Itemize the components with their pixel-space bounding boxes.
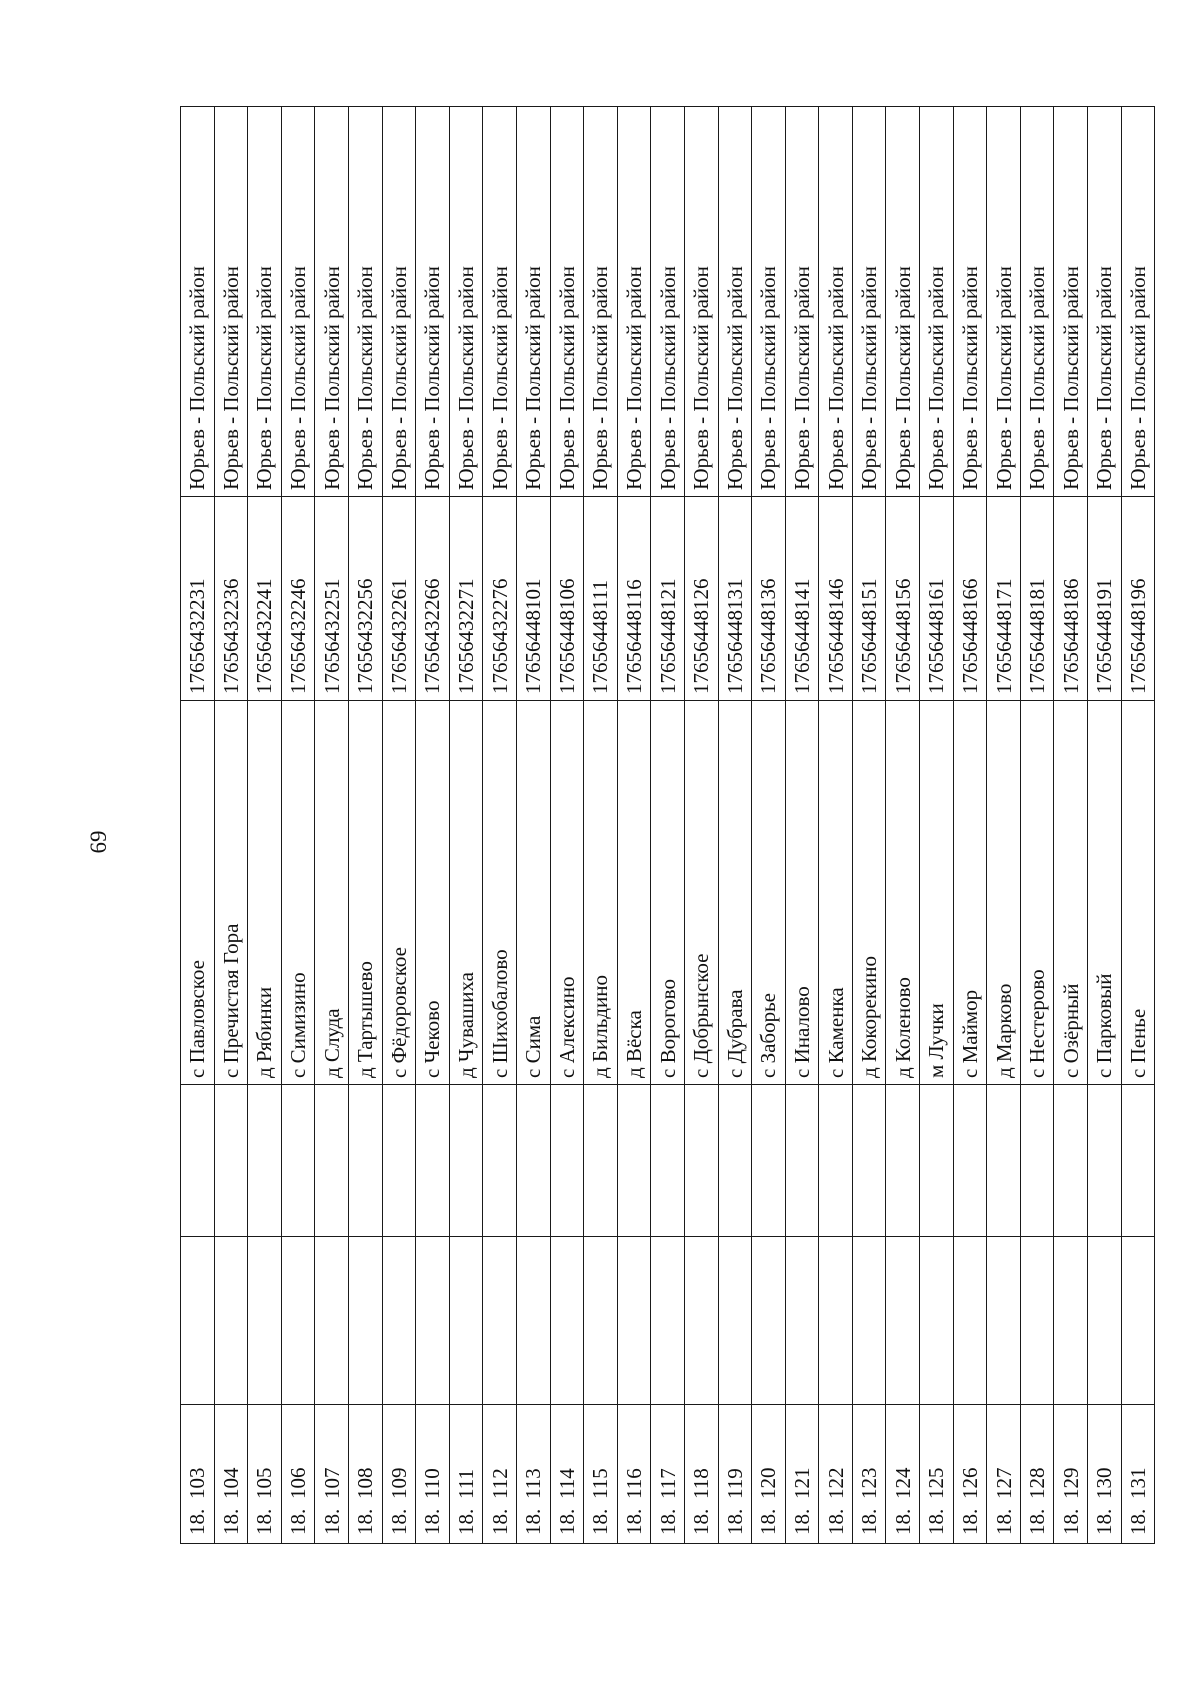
oktmo-code-cell: 17656448196 [1121, 497, 1155, 701]
row-number-cell [248, 1405, 282, 1544]
row-index-number: 109 [386, 1467, 411, 1499]
oktmo-code-cell: 17656448186 [1054, 497, 1088, 701]
row-group-number: 18. [1092, 1508, 1117, 1535]
settlement-name-cell: д Вёска [617, 701, 651, 1085]
oktmo-code-cell: 17656448106 [550, 497, 584, 701]
oktmo-code-cell: 17656448181 [1020, 497, 1054, 701]
row-index-number: 117 [655, 1468, 680, 1499]
settlement-name-cell: д Тартышево [348, 701, 382, 1085]
table-row [684, 107, 718, 1544]
row-group-number: 18. [1125, 1508, 1150, 1535]
district-cell: Юрьев - Польский район [785, 107, 819, 497]
row-group-number: 18. [823, 1508, 848, 1535]
settlement-name-cell: с Дубрава [718, 701, 752, 1085]
row-number-cell [617, 1405, 651, 1544]
empty-cell [1054, 1237, 1088, 1405]
district-cell: Юрьев - Польский район [684, 107, 718, 497]
oktmo-code-cell: 17656432236 [214, 497, 248, 701]
table-row [752, 107, 786, 1544]
row-index-number: 119 [722, 1468, 747, 1499]
row-index-number: 111 [454, 1469, 479, 1499]
table-row [248, 107, 282, 1544]
empty-cell [651, 1085, 685, 1237]
empty-cell [416, 1237, 450, 1405]
settlement-name-cell: с Озёрный [1054, 701, 1088, 1085]
oktmo-code-cell: 17656448191 [1088, 497, 1122, 701]
table-row [617, 107, 651, 1544]
empty-cell [181, 1237, 215, 1405]
district-cell: Юрьев - Польский район [819, 107, 853, 497]
table-row [416, 107, 450, 1544]
row-number-cell [584, 1405, 618, 1544]
row-index-number: 112 [487, 1468, 512, 1499]
oktmo-code-cell: 17656432271 [449, 497, 483, 701]
district-cell: Юрьев - Польский район [315, 107, 349, 497]
table-row [819, 107, 853, 1544]
table-row [953, 107, 987, 1544]
row-group-number: 18. [890, 1508, 915, 1535]
empty-cell [315, 1237, 349, 1405]
row-group-number: 18. [1058, 1508, 1083, 1535]
row-number-cell [886, 1405, 920, 1544]
row-number-cell [920, 1405, 954, 1544]
table-row [1121, 107, 1155, 1544]
settlements-table [180, 106, 1155, 1544]
table-row [1054, 107, 1088, 1544]
settlement-name-cell: с Иналово [785, 701, 819, 1085]
row-group-number: 18. [924, 1508, 949, 1535]
district-cell: Юрьев - Польский район [181, 107, 215, 497]
empty-cell [348, 1237, 382, 1405]
settlement-name-cell: д Марково [987, 701, 1021, 1085]
row-group-number: 18. [353, 1508, 378, 1535]
oktmo-code-cell: 17656448171 [987, 497, 1021, 701]
empty-cell [987, 1237, 1021, 1405]
district-cell: Юрьев - Польский район [651, 107, 685, 497]
oktmo-code-cell: 17656432241 [248, 497, 282, 701]
empty-cell [718, 1085, 752, 1237]
empty-cell [584, 1237, 618, 1405]
row-number-cell [281, 1405, 315, 1544]
table-row [852, 107, 886, 1544]
table-row [1020, 107, 1054, 1544]
row-group-number: 18. [185, 1508, 210, 1535]
empty-cell [382, 1085, 416, 1237]
settlement-name-cell: с Павловское [181, 701, 215, 1085]
oktmo-code-cell: 17656432231 [181, 497, 215, 701]
row-index-number: 116 [622, 1468, 647, 1499]
settlement-name-cell: с Заборье [752, 701, 786, 1085]
row-index-number: 124 [890, 1467, 915, 1499]
row-group-number: 18. [756, 1508, 781, 1535]
table-body [181, 107, 1155, 1544]
row-group-number: 18. [252, 1508, 277, 1535]
row-number-cell [516, 1405, 550, 1544]
empty-cell [214, 1085, 248, 1237]
row-index-number: 122 [823, 1467, 848, 1499]
empty-cell [449, 1085, 483, 1237]
row-number-cell [416, 1405, 450, 1544]
table-row [214, 107, 248, 1544]
row-number-cell [752, 1405, 786, 1544]
settlement-name-cell: д Чувашиха [449, 701, 483, 1085]
row-index-number: 118 [689, 1468, 714, 1499]
row-number-cell [785, 1405, 819, 1544]
row-group-number: 18. [1025, 1508, 1050, 1535]
row-group-number: 18. [554, 1508, 579, 1535]
row-index-number: 123 [857, 1467, 882, 1499]
row-number-cell [348, 1405, 382, 1544]
district-cell: Юрьев - Польский район [382, 107, 416, 497]
row-index-number: 126 [957, 1467, 982, 1499]
settlement-name-cell: с Пречистая Гора [214, 701, 248, 1085]
row-group-number: 18. [454, 1508, 479, 1535]
settlement-name-cell: м Лучки [920, 701, 954, 1085]
settlement-name-cell: с Пенье [1121, 701, 1155, 1085]
district-cell: Юрьев - Польский район [1088, 107, 1122, 497]
empty-cell [1121, 1237, 1155, 1405]
oktmo-code-cell: 17656448101 [516, 497, 550, 701]
table-row [181, 107, 215, 1544]
district-cell: Юрьев - Польский район [416, 107, 450, 497]
table-row [516, 107, 550, 1544]
empty-cell [1088, 1085, 1122, 1237]
settlement-name-cell: с Шихобалово [483, 701, 517, 1085]
empty-cell [382, 1237, 416, 1405]
row-number-cell [449, 1405, 483, 1544]
empty-cell [248, 1085, 282, 1237]
empty-cell [248, 1237, 282, 1405]
district-cell: Юрьев - Польский район [449, 107, 483, 497]
row-group-number: 18. [487, 1508, 512, 1535]
row-index-number: 121 [789, 1467, 814, 1499]
settlement-name-cell: с Каменка [819, 701, 853, 1085]
row-group-number: 18. [386, 1508, 411, 1535]
oktmo-code-cell: 17656448136 [752, 497, 786, 701]
settlement-name-cell: с Нестерово [1020, 701, 1054, 1085]
district-cell: Юрьев - Польский район [718, 107, 752, 497]
table-row [886, 107, 920, 1544]
table-row [584, 107, 618, 1544]
settlement-name-cell: с Чеково [416, 701, 450, 1085]
row-index-number: 108 [353, 1467, 378, 1499]
table-row [449, 107, 483, 1544]
empty-cell [281, 1237, 315, 1405]
oktmo-code-cell: 17656432266 [416, 497, 450, 701]
row-index-number: 114 [554, 1468, 579, 1499]
oktmo-code-cell: 17656432256 [348, 497, 382, 701]
row-number-cell [1054, 1405, 1088, 1544]
empty-cell [315, 1085, 349, 1237]
oktmo-code-cell: 17656448121 [651, 497, 685, 701]
row-index-number: 127 [991, 1467, 1016, 1499]
district-cell: Юрьев - Польский район [214, 107, 248, 497]
district-cell: Юрьев - Польский район [617, 107, 651, 497]
row-index-number: 105 [252, 1467, 277, 1499]
row-number-cell [718, 1405, 752, 1544]
oktmo-code-cell: 17656448161 [920, 497, 954, 701]
empty-cell [953, 1085, 987, 1237]
empty-cell [416, 1085, 450, 1237]
oktmo-code-cell: 17656448156 [886, 497, 920, 701]
table-row [315, 107, 349, 1544]
oktmo-code-cell: 17656448141 [785, 497, 819, 701]
empty-cell [348, 1085, 382, 1237]
row-number-cell [987, 1405, 1021, 1544]
settlement-name-cell: с Фёдоровское [382, 701, 416, 1085]
row-number-cell [819, 1405, 853, 1544]
empty-cell [920, 1085, 954, 1237]
row-group-number: 18. [957, 1508, 982, 1535]
empty-cell [953, 1237, 987, 1405]
settlement-name-cell: с Маймор [953, 701, 987, 1085]
row-index-number: 120 [756, 1467, 781, 1499]
empty-cell [920, 1237, 954, 1405]
district-cell: Юрьев - Польский район [483, 107, 517, 497]
oktmo-code-cell: 17656448151 [852, 497, 886, 701]
row-index-number: 129 [1058, 1467, 1083, 1499]
empty-cell [651, 1237, 685, 1405]
settlement-name-cell: д Коленово [886, 701, 920, 1085]
table-row [1088, 107, 1122, 1544]
row-group-number: 18. [218, 1508, 243, 1535]
oktmo-code-cell: 17656432251 [315, 497, 349, 701]
empty-cell [516, 1237, 550, 1405]
district-cell: Юрьев - Польский район [920, 107, 954, 497]
row-number-cell [1121, 1405, 1155, 1544]
empty-cell [483, 1085, 517, 1237]
empty-cell [886, 1085, 920, 1237]
settlement-name-cell: с Сима [516, 701, 550, 1085]
empty-cell [785, 1237, 819, 1405]
row-group-number: 18. [655, 1508, 680, 1535]
empty-cell [684, 1237, 718, 1405]
row-number-cell [953, 1405, 987, 1544]
district-cell: Юрьев - Польский район [987, 107, 1021, 497]
row-group-number: 18. [286, 1508, 311, 1535]
district-cell: Юрьев - Польский район [1121, 107, 1155, 497]
settlement-name-cell: с Симизино [281, 701, 315, 1085]
district-cell: Юрьев - Польский район [516, 107, 550, 497]
table-row [718, 107, 752, 1544]
table-row [785, 107, 819, 1544]
row-group-number: 18. [420, 1508, 445, 1535]
district-cell: Юрьев - Польский район [281, 107, 315, 497]
empty-cell [1121, 1085, 1155, 1237]
row-group-number: 18. [991, 1508, 1016, 1535]
district-cell: Юрьев - Польский район [1054, 107, 1088, 497]
district-cell: Юрьев - Польский район [1020, 107, 1054, 497]
table-row [550, 107, 584, 1544]
empty-cell [852, 1085, 886, 1237]
row-index-number: 130 [1092, 1467, 1117, 1499]
row-number-cell [315, 1405, 349, 1544]
row-index-number: 115 [588, 1468, 613, 1499]
row-group-number: 18. [319, 1508, 344, 1535]
table-row [281, 107, 315, 1544]
empty-cell [1054, 1085, 1088, 1237]
empty-cell [617, 1237, 651, 1405]
row-number-cell [852, 1405, 886, 1544]
row-number-cell [1088, 1405, 1122, 1544]
oktmo-code-cell: 17656448116 [617, 497, 651, 701]
oktmo-code-cell: 17656432246 [281, 497, 315, 701]
district-cell: Юрьев - Польский район [953, 107, 987, 497]
row-group-number: 18. [857, 1508, 882, 1535]
district-cell: Юрьев - Польский район [852, 107, 886, 497]
empty-cell [516, 1085, 550, 1237]
settlement-name-cell: д Слуда [315, 701, 349, 1085]
oktmo-code-cell: 17656448111 [584, 497, 618, 701]
empty-cell [886, 1237, 920, 1405]
empty-cell [752, 1085, 786, 1237]
empty-cell [684, 1085, 718, 1237]
empty-cell [584, 1085, 618, 1237]
table-row [382, 107, 416, 1544]
settlements-table-wrapper [180, 107, 1150, 1544]
empty-cell [987, 1085, 1021, 1237]
empty-cell [550, 1085, 584, 1237]
row-number-cell [181, 1405, 215, 1544]
row-index-number: 113 [521, 1468, 546, 1499]
row-number-cell [550, 1405, 584, 1544]
empty-cell [617, 1085, 651, 1237]
page-number: 69 [86, 830, 111, 854]
oktmo-code-cell: 17656448126 [684, 497, 718, 701]
empty-cell [718, 1237, 752, 1405]
row-group-number: 18. [722, 1508, 747, 1535]
row-number-cell [684, 1405, 718, 1544]
row-group-number: 18. [588, 1508, 613, 1535]
row-group-number: 18. [622, 1508, 647, 1535]
empty-cell [281, 1085, 315, 1237]
row-number-cell [382, 1405, 416, 1544]
district-cell: Юрьев - Польский район [752, 107, 786, 497]
row-group-number: 18. [689, 1508, 714, 1535]
row-number-cell [651, 1405, 685, 1544]
district-cell: Юрьев - Польский район [348, 107, 382, 497]
row-index-number: 107 [319, 1467, 344, 1499]
oktmo-code-cell: 17656432276 [483, 497, 517, 701]
row-index-number: 131 [1125, 1467, 1150, 1499]
table-row [348, 107, 382, 1544]
empty-cell [214, 1237, 248, 1405]
settlement-name-cell: д Кокорекино [852, 701, 886, 1085]
table-row [483, 107, 517, 1544]
empty-cell [449, 1237, 483, 1405]
row-index-number: 106 [286, 1467, 311, 1499]
district-cell: Юрьев - Польский район [584, 107, 618, 497]
empty-cell [483, 1237, 517, 1405]
empty-cell [819, 1085, 853, 1237]
row-group-number: 18. [789, 1508, 814, 1535]
district-cell: Юрьев - Польский район [248, 107, 282, 497]
row-index-number: 128 [1025, 1467, 1050, 1499]
table-row [651, 107, 685, 1544]
empty-cell [181, 1085, 215, 1237]
empty-cell [752, 1237, 786, 1405]
row-number-cell [483, 1405, 517, 1544]
row-number-cell [1020, 1405, 1054, 1544]
empty-cell [852, 1237, 886, 1405]
row-index-number: 125 [924, 1467, 949, 1499]
settlement-name-cell: с Парковый [1088, 701, 1122, 1085]
district-cell: Юрьев - Польский район [550, 107, 584, 497]
oktmo-code-cell: 17656432261 [382, 497, 416, 701]
row-index-number: 110 [420, 1468, 445, 1499]
empty-cell [550, 1237, 584, 1405]
row-group-number: 18. [521, 1508, 546, 1535]
row-index-number: 103 [185, 1467, 210, 1499]
settlement-name-cell: д Рябинки [248, 701, 282, 1085]
table-row [920, 107, 954, 1544]
settlement-name-cell: с Ворогово [651, 701, 685, 1085]
row-number-cell [214, 1405, 248, 1544]
oktmo-code-cell: 17656448146 [819, 497, 853, 701]
empty-cell [819, 1237, 853, 1405]
empty-cell [785, 1085, 819, 1237]
row-index-number: 104 [218, 1467, 243, 1499]
empty-cell [1020, 1237, 1054, 1405]
empty-cell [1020, 1085, 1054, 1237]
settlement-name-cell: с Добрынское [684, 701, 718, 1085]
oktmo-code-cell: 17656448166 [953, 497, 987, 701]
empty-cell [1088, 1237, 1122, 1405]
settlement-name-cell: д Бильдино [584, 701, 618, 1085]
oktmo-code-cell: 17656448131 [718, 497, 752, 701]
settlement-name-cell: с Алексино [550, 701, 584, 1085]
district-cell: Юрьев - Польский район [886, 107, 920, 497]
table-row [987, 107, 1021, 1544]
